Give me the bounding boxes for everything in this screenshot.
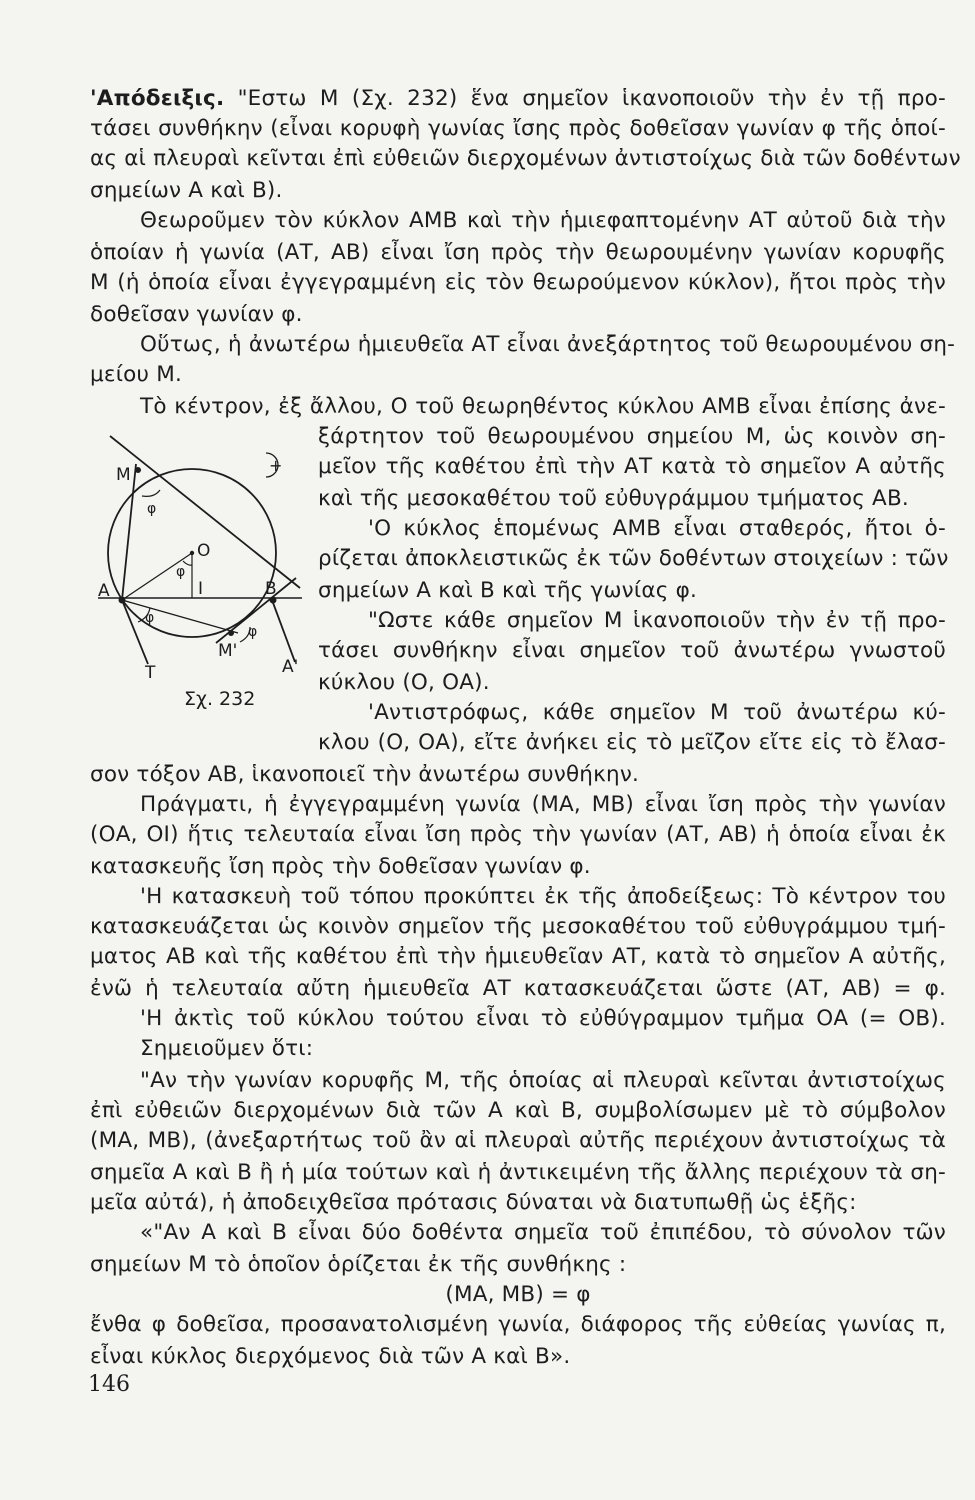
text-line: σον τόξον ΑΒ, ἱκανοποιεῖ τὴν ἀνωτέρω συνθήκην. <box>90 762 640 787</box>
text-line: τάσει συνθήκην εἶναι σημεῖον τοῦ ἀνωτέρω γνωστοῦ <box>318 638 946 663</box>
text-line: Οὕτως, ἡ ἀνωτέρω ἡμιευθεῖα ΑΤ εἶναι ἀνεξάρτητος τοῦ θεωρουμένου ση- <box>140 332 956 357</box>
text-line: τάσει συνθήκην (εἶναι κορυφὴ γωνίας ἴσης πρὸς δοθεῖσαν γωνίαν φ τῆς ὁποί- <box>90 116 946 141</box>
text-line: ξάρτητον τοῦ θεωρουμένου σημείου Μ, ὡς κοινὸν ση- <box>318 424 946 449</box>
text-line: σημείων Α καὶ Β καὶ τῆς γωνίας φ. <box>318 578 697 603</box>
text-line: σημείων Μ τὸ ὁποῖον ὁρίζεται ἐκ τῆς συνθήκης : <box>90 1252 627 1277</box>
text-line: "Ωστε κάθε σημεῖον Μ ἱκανοποιοῦν τὴν ἐν τῇ προ- <box>368 608 946 633</box>
label-A-prime: A' <box>282 657 299 677</box>
text-line: Τὸ κέντρον, ἐξ ἄλλου, Ο τοῦ θεωρηθέντος κύκλου ΑΜΒ εἶναι ἐπίσης ἀνε- <box>140 394 946 419</box>
orientation-plus: + <box>269 456 283 475</box>
text-line: κατασκευῆς ἴση πρὸς τὴν δοθεῖσαν γωνίαν φ. <box>90 854 591 879</box>
label-B: B <box>265 579 277 599</box>
label-O: O <box>197 541 211 561</box>
text-line: 'Απόδειξις. "Εστω Μ (Σχ. 232) ἕνα σημεῖον ἱκανοποιοῦν τὴν ἐν τῇ προ- <box>90 86 946 111</box>
text-line: καὶ τῆς μεσοκαθέτου τοῦ εὐθυγράμμου τμήματος ΑΒ. <box>318 486 909 511</box>
angle-arc-M <box>142 490 160 496</box>
text-line: σημείων Α καὶ Β). <box>90 178 283 203</box>
phi-label-M: φ <box>147 501 157 517</box>
phi-label-Mprime: φ <box>248 624 258 640</box>
phi-label-O: φ <box>176 564 186 580</box>
page-number: 146 <box>88 1372 130 1397</box>
text-line: "Αν τὴν γωνίαν κορυφῆς Μ, τῆς ὁποίας αἱ πλευραὶ κεῖνται ἀντιστοίχως <box>140 1068 946 1093</box>
text-line: κατασκευάζεται ὡς κοινὸν σημεῖον τῆς μεσοκαθέτου τοῦ εὐθυγράμμου τμή- <box>90 914 946 939</box>
text-line: 'Αντιστρόφως, κάθε σημεῖον Μ τοῦ ἀνωτέρω κύ- <box>368 700 946 725</box>
line-BAprime <box>272 600 295 662</box>
point-A <box>119 597 126 604</box>
figure-caption: Σχ. 232 <box>184 688 256 710</box>
text-line: Μ (ἡ ὁποία εἶναι ἐγγεγραμμένη εἰς τὸν θεωρούμενον κύκλον), ἤτοι πρὸς τὴν <box>90 270 946 295</box>
text-line: ἔνθα φ δοθεῖσα, προσανατολισμένη γωνία, διάφορος τῆς εὐθείας γωνίας π, <box>90 1312 946 1337</box>
point-O <box>190 551 194 555</box>
text-line: Σημειοῦμεν ὅτι: <box>140 1036 314 1061</box>
point-M <box>135 467 141 473</box>
text-line: σημεῖα Α καὶ Β ἢ ἡ μία τούτων καὶ ἡ ἀντικειμένη τῆς ἄλλης περιέχουν τὰ ση- <box>90 1160 946 1185</box>
phi-label-A: φ <box>145 610 155 626</box>
proof-heading: 'Απόδειξις. <box>90 86 225 111</box>
text-line: κύκλου (Ο, ΟΑ). <box>318 670 490 695</box>
text-line: 'Ο κύκλος ἑπομένως ΑΜΒ εἶναι σταθερός, ἤτοι ὁ- <box>368 516 946 541</box>
text-line: ας αἱ πλευραὶ κεῖνται ἐπὶ εὐθειῶν διερχομένων ἀντιστοίχως διὰ τῶν δοθέντων <box>90 146 961 171</box>
label-I: I <box>198 579 204 599</box>
label-M: M <box>116 465 131 485</box>
text-line: 'Η κατασκευὴ τοῦ τόπου προκύπτει ἐκ τῆς ἀποδείξεως: Τὸ κέντρον του <box>140 884 946 909</box>
text-line: Θεωροῦμεν τὸν κύκλον ΑΜΒ καὶ τὴν ἡμιεφαπτομένην ΑΤ αὐτοῦ διὰ τὴν <box>140 208 946 233</box>
text-line: ρίζεται ἀποκλειστικῶς ἐκ τῶν δοθέντων στοιχείων : τῶν <box>318 546 949 571</box>
formula: (ΜΑ, ΜΒ) = φ <box>445 1282 591 1307</box>
line-AMprime <box>122 600 238 633</box>
text-line: ματος ΑΒ καὶ τῆς καθέτου ἐπὶ τὴν ἡμιευθεῖαν ΑΤ, κατὰ τὸ σημεῖον Α αὐτῆς, <box>90 944 946 969</box>
text-line: (ΟΑ, ΟΙ) ἥτις τελευταία εἶναι ἴση πρὸς τὴν γωνίαν (ΑΤ, ΑΒ) ἡ ὁποία εἶναι ἐκ <box>90 822 946 847</box>
text-line: εἶναι κύκλος διερχόμενος διὰ τῶν Α καὶ Β». <box>90 1344 571 1369</box>
text-line: (ΜΑ, ΜΒ), (ἀνεξαρτήτως τοῦ ἂν αἱ πλευραὶ αὐτῆς περιέχουν ἀντιστοίχως τὰ <box>90 1128 946 1153</box>
text-line: δοθεῖσαν γωνίαν φ. <box>90 302 303 327</box>
figure-232 <box>90 422 312 687</box>
text-line: Πράγματι, ἡ ἐγγεγραμμένη γωνία (ΜΑ, ΜΒ) εἶναι ἴση πρὸς τὴν γωνίαν <box>140 792 946 817</box>
text-line: 'Η ἀκτὶς τοῦ κύκλου τούτου εἶναι τὸ εὐθύγραμμον τμῆμα ΟΑ (= ΟΒ). <box>140 1006 946 1031</box>
label-A: A <box>98 581 110 601</box>
text-line: ὁποίαν ἡ γωνία (ΑΤ, ΑΒ) εἶναι ἴση πρὸς τὴν θεωρουμένην γωνίαν κορυφῆς <box>90 240 946 265</box>
text-line: μείου Μ. <box>90 362 182 387</box>
text-line: κλου (Ο, ΟΑ), εἴτε ἀνήκει εἰς τὸ μεῖζον εἴτε εἰς τὸ ἔλασ- <box>318 730 946 755</box>
point-Mprime <box>228 630 234 636</box>
label-M-prime: M' <box>218 641 238 661</box>
text-line: ἐπὶ εὐθειῶν διερχομένων διὰ τῶν Α καὶ Β, συμβολίσωμεν μὲ τὸ σύμβολον <box>90 1098 946 1123</box>
text-line: μεῖα αὐτά), ἡ ἀποδειχθεῖσα πρότασις δύναται νὰ διατυπωθῇ ὡς ἑξῆς: <box>90 1190 857 1215</box>
text-line: ἐνῶ ἡ τελευταία αὔτη ἡμιευθεῖα ΑΤ κατασκευάζεται ὥστε (ΑΤ, ΑΒ) = φ. <box>90 976 946 1001</box>
text-line: μεῖον τῆς καθέτου ἐπὶ τὴν ΑΤ κατὰ τὸ σημεῖον Α αὐτῆς <box>318 454 946 479</box>
text-line: «"Αν Α καὶ Β εἶναι δύο δοθέντα σημεῖα τοῦ ἐπιπέδου, τὸ σύνολον τῶν <box>140 1220 946 1245</box>
label-T: T <box>145 663 156 683</box>
